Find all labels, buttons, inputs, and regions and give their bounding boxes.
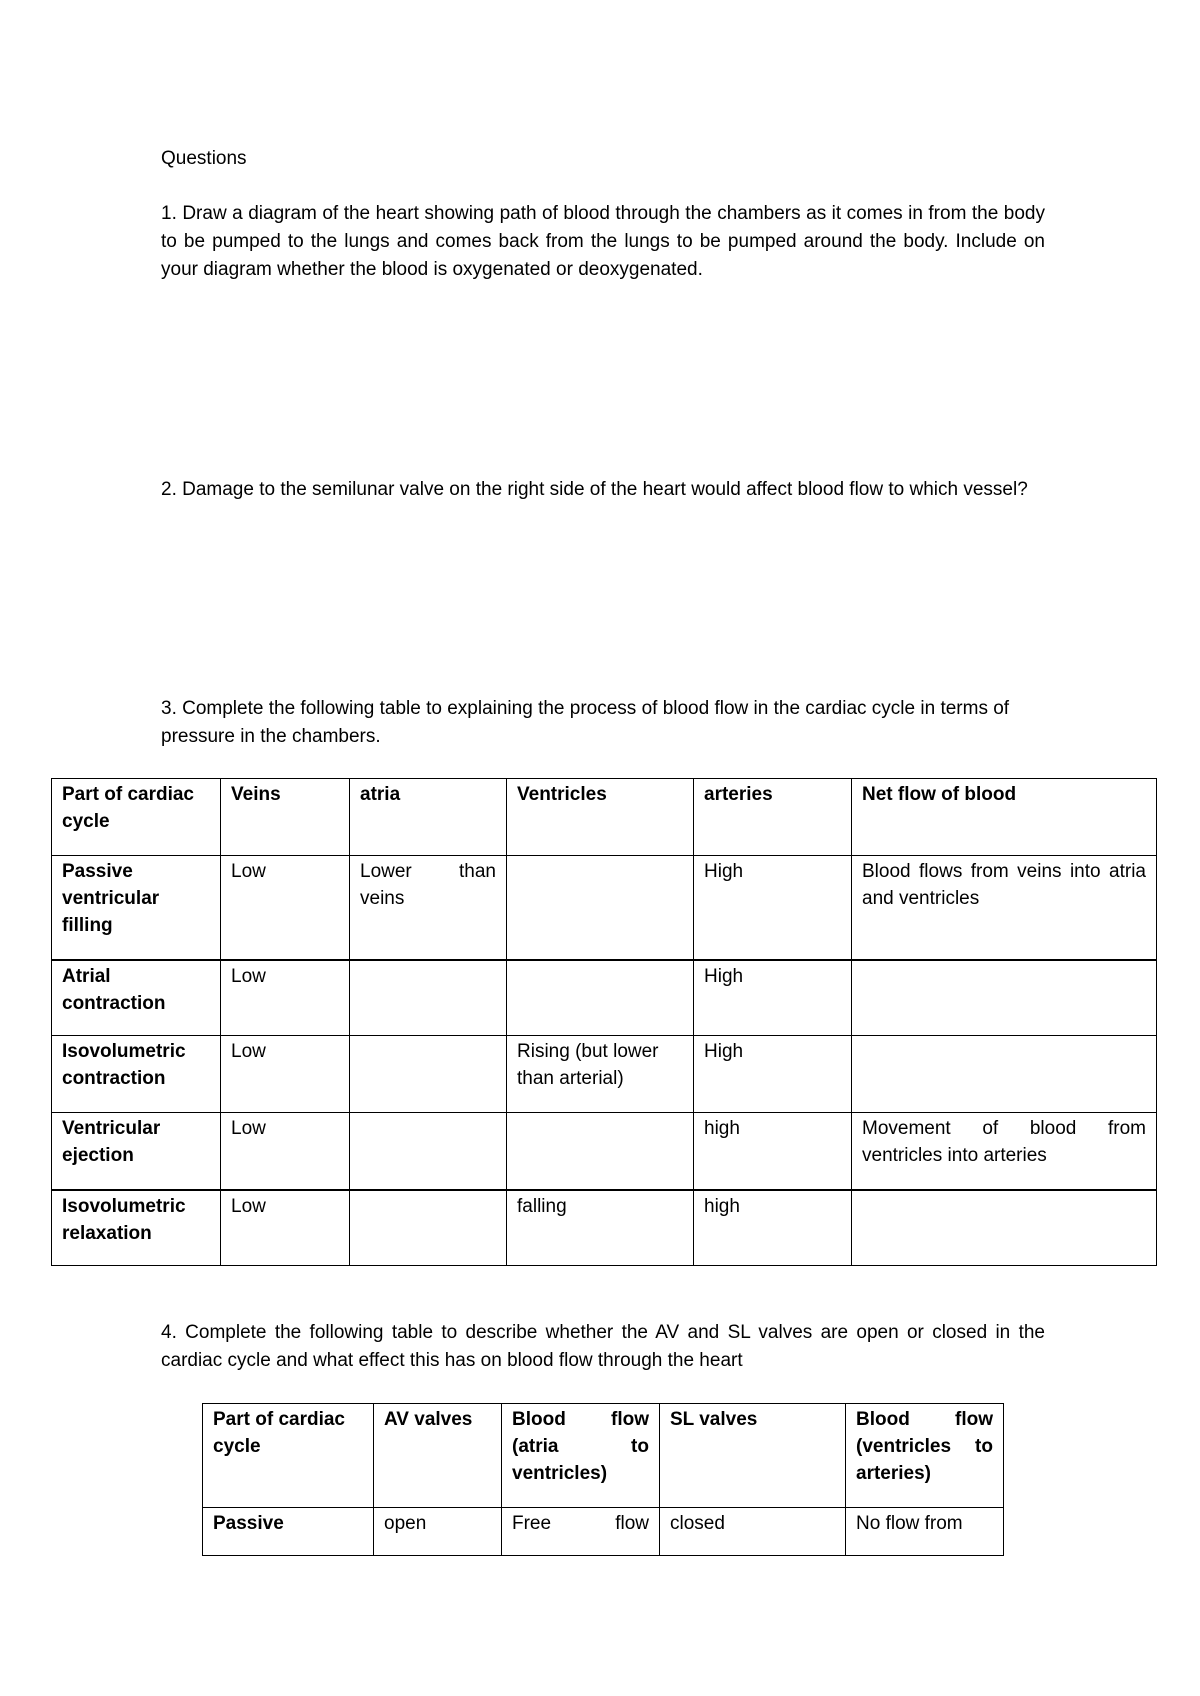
table-row: [52, 960, 1157, 1036]
question-2: [161, 476, 1045, 504]
header-av-valves: AV valves: [374, 1404, 502, 1508]
header-net-flow: Net flow of blood: [852, 779, 1157, 856]
table-cell[interactable]: [507, 1113, 694, 1190]
table-cell[interactable]: [350, 960, 507, 1036]
table-row: [52, 1036, 1157, 1113]
table-cell[interactable]: open: [374, 1508, 502, 1556]
table-header-row: [52, 779, 1157, 856]
table-cell[interactable]: Low: [221, 960, 350, 1036]
table-cell[interactable]: Free flow: [502, 1508, 660, 1556]
question-3: [161, 695, 1045, 751]
question-3-text: 3. Complete the following table to explaining the process of blood flow in the cardiac cycle in terms of pressure in the chambers.: [161, 698, 1010, 747]
table-row: [52, 856, 1157, 960]
header-atria: atria: [350, 779, 507, 856]
header-part-of-cycle: Part of cardiac cycle: [203, 1404, 374, 1508]
table-row: [52, 1113, 1157, 1190]
header-arteries: arteries: [694, 779, 852, 856]
table-cell[interactable]: [852, 1036, 1157, 1113]
header-part-of-cycle: Part of cardiac cycle: [52, 779, 221, 856]
table-cell[interactable]: High: [694, 1036, 852, 1113]
cardiac-cycle-pressure-table: [51, 778, 1157, 1266]
row-label: Passive: [203, 1508, 374, 1556]
table-cell[interactable]: High: [694, 856, 852, 960]
table-row: [203, 1508, 1004, 1556]
table-cell[interactable]: Low: [221, 856, 350, 960]
table-row: [52, 1190, 1157, 1266]
row-label: Isovolumetric contraction: [52, 1036, 221, 1113]
valve-state-table: [202, 1403, 1004, 1556]
table-cell[interactable]: [350, 1113, 507, 1190]
row-label: Isovolumetric relaxation: [52, 1190, 221, 1266]
page-heading: Questions: [161, 148, 247, 169]
question-1: [161, 200, 1045, 284]
header-sl-valves: SL valves: [660, 1404, 846, 1508]
header-blood-flow-atria: Blood flow (atria to ventricles): [502, 1404, 660, 1508]
row-label: Atrial contraction: [52, 960, 221, 1036]
header-ventricles: Ventricles: [507, 779, 694, 856]
table-cell[interactable]: Lower than veins: [350, 856, 507, 960]
table-cell[interactable]: falling: [507, 1190, 694, 1266]
table-cell[interactable]: Low: [221, 1113, 350, 1190]
table-cell[interactable]: high: [694, 1190, 852, 1266]
header-veins: Veins: [221, 779, 350, 856]
table-header-row: [203, 1404, 1004, 1508]
question-4: [161, 1319, 1045, 1375]
table-cell[interactable]: High: [694, 960, 852, 1036]
table-cell[interactable]: [852, 960, 1157, 1036]
question-4-text: 4. Complete the following table to describe whether the AV and SL valves are open or closed in the cardiac cycle and what effect this has on blood flow through the heart: [161, 1322, 1045, 1371]
table-cell[interactable]: Rising (but lower than arterial): [507, 1036, 694, 1113]
table-cell[interactable]: Low: [221, 1190, 350, 1266]
table-cell[interactable]: [852, 1190, 1157, 1266]
table-cell[interactable]: [350, 1190, 507, 1266]
row-label: Passive ventricular filling: [52, 856, 221, 960]
table-cell[interactable]: [507, 960, 694, 1036]
table-cell[interactable]: Movement of blood from ventricles into arteries: [852, 1113, 1157, 1190]
table-cell[interactable]: Blood flows from veins into atria and ventricles: [852, 856, 1157, 960]
table-cell[interactable]: high: [694, 1113, 852, 1190]
question-1-text: 1. Draw a diagram of the heart showing path of blood through the chambers as it comes in from the body to be pumped to the lungs and comes back from the lungs to be pumped around the body. Include on your diagram whether the blood is oxygenated or deoxygenated.: [161, 203, 1045, 280]
header-blood-flow-ventricles: Blood flow (ventricles to arteries): [846, 1404, 1004, 1508]
question-2-text: 2. Damage to the semilunar valve on the right side of the heart would affect blood flow to which vessel?: [161, 479, 1028, 500]
row-label: Ventricular ejection: [52, 1113, 221, 1190]
table-cell[interactable]: [507, 856, 694, 960]
table-cell[interactable]: [350, 1036, 507, 1113]
table-cell[interactable]: closed: [660, 1508, 846, 1556]
table-cell[interactable]: Low: [221, 1036, 350, 1113]
table-cell[interactable]: No flow from: [846, 1508, 1004, 1556]
